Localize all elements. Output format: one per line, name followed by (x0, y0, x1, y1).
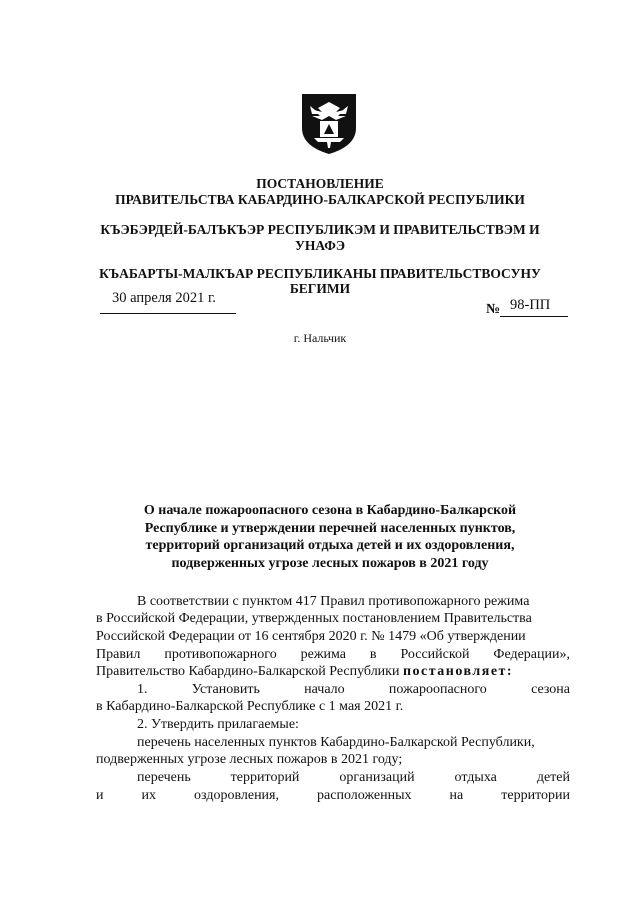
document-title (120, 502, 540, 572)
body-text: Правительство Кабардино-Балкарской Республики (96, 664, 400, 679)
body-bold: постановляет: (402, 664, 514, 679)
title-line: Республике и утверждении перечней населенных пунктов, (144, 520, 516, 536)
body-line (96, 663, 513, 680)
body-line: В соответствии с пунктом 417 Правил противопожарного режима (137, 594, 530, 609)
authority-ru: ПРАВИТЕЛЬСТВА КАБАРДИНО-БАЛКАРСКОЙ РЕСПУБЛИКИ (115, 192, 525, 207)
authority-kbd-line2: УНАФЭ (294, 238, 346, 253)
body-line: в Кабардино-Балкарской Республике с 1 мая 2021 г. (96, 699, 404, 714)
authority-kbd-line1: КЪЭБЭРДЕЙ-БАЛЪКЪЭР РЕСПУБЛИКЭМ И ПРАВИТЕЛЬСТВЭМ И (100, 222, 540, 237)
doc-type: ПОСТАНОВЛЕНИЕ (256, 176, 384, 191)
title-line: О начале пожароопасного сезона в Кабардино-Балкарской (143, 503, 517, 518)
body-line: Российской Федерации от 16 сентября 2020 г. № 1479 «Об утверждении (96, 629, 526, 644)
city: г. Нальчик (293, 331, 347, 345)
number-underline (500, 316, 568, 317)
document-number: 98-ПП (510, 297, 551, 313)
body-line: перечень населенных пунктов Кабардино-Балкарской Республики, (137, 735, 535, 750)
body-line: и их оздоровления, расположенных на территории (96, 788, 570, 803)
title-line: подверженных угрозе лесных пожаров в 2021 году (171, 555, 489, 571)
body-line: Правил противопожарного режима в Российской Федерации», (96, 647, 570, 662)
date-underline (100, 313, 236, 314)
body-line: подверженных угрозе лесных пожаров в 2021 году; (96, 752, 403, 767)
body-line: перечень территорий организаций отдыха детей (137, 770, 570, 785)
number-label: № (486, 302, 501, 317)
authority-krc-line1: КЪАБАРТЫ-МАЛКЪАР РЕСПУБЛИКАНЫ ПРАВИТЕЛЬСТВОСУНУ (99, 266, 541, 281)
title-line: территорий организаций отдыха детей и их оздоровления, (145, 538, 515, 553)
body-line: 1. Установить начало пожароопасного сезона (137, 682, 570, 697)
coat-of-arms-icon (300, 88, 358, 156)
document-date: 30 апреля 2021 г. (112, 290, 216, 306)
body-line: 2. Утвердить прилагаемые: (137, 717, 299, 732)
authority-krc-line2: БЕГИМИ (289, 281, 351, 296)
body-line: в Российской Федерации, утвержденных постановлением Правительства (96, 611, 532, 626)
